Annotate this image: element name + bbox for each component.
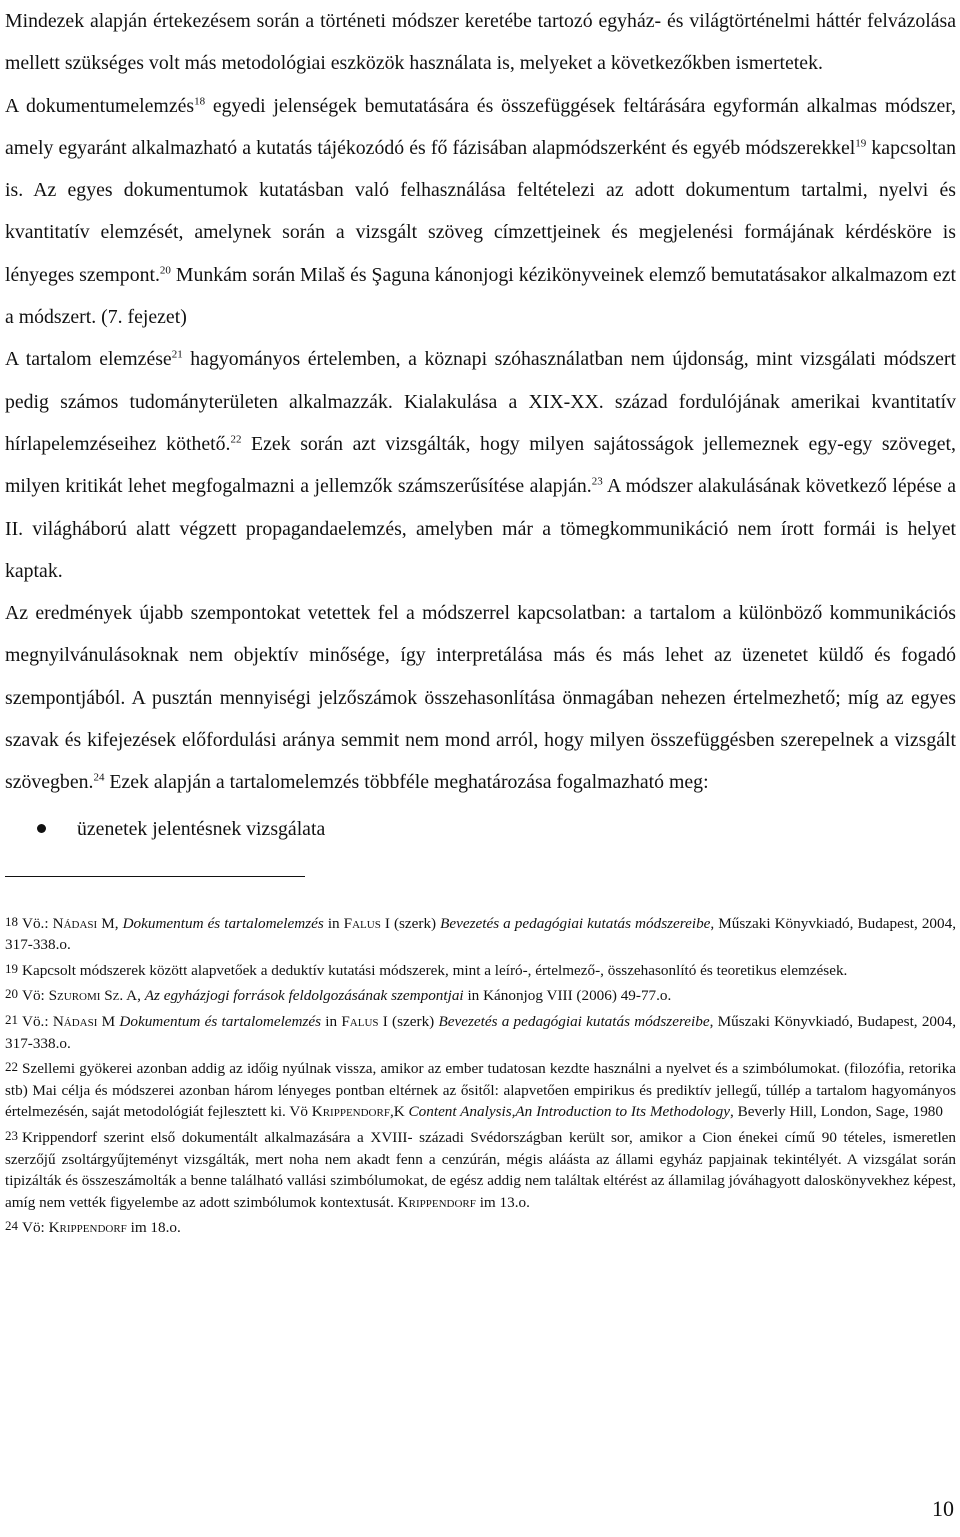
- footnote-number: 18: [5, 913, 18, 929]
- footnote-number: 22: [5, 1059, 18, 1075]
- text-run: Szellemi gyökerei azonban addig az időig nyúlnak vissza, amikor az ember tudatosan kezdte használni a nyelvet és a szimbólumokat. (filozófia, retorika stb) Mai célja és módszerei azonban három lényeges pontban eltérnek az ősitől: alapvetően empirikus és prediktív jellegű, túllép a tartalom hagyományos értelmezésén, saját metodológiát fejlesztett ki. Vö: [5, 1060, 956, 1121]
- text-run: , Műszaki Könyvkiadó, Budapest, 2004, 317-338.o.: [5, 914, 956, 954]
- footnote-number: 23: [5, 1127, 18, 1143]
- text-run: , Műszaki Könyvkiadó, Budapest, 2004, 317-338.o.: [5, 1013, 957, 1052]
- footnote-24: [5, 1215, 956, 1239]
- footnote-ref: 21: [171, 348, 183, 361]
- text-run: in: [323, 914, 344, 932]
- footnotes: [5, 911, 956, 1239]
- text-run: M: [97, 1013, 120, 1031]
- footnote-ref: 24: [93, 771, 105, 784]
- text-run: im 18.o.: [126, 1219, 181, 1237]
- footnote-ref: 23: [591, 475, 603, 488]
- text-run: ,K: [389, 1103, 409, 1121]
- footnote-number: 20: [5, 986, 18, 1002]
- text-run: M,: [97, 914, 123, 932]
- footnote-number: 21: [5, 1012, 18, 1028]
- work-title: Az egyházjogi források feldolgozásának szempontjai: [144, 987, 464, 1005]
- text-run: in Kánonjog VIII (2006) 49-77.o.: [463, 987, 672, 1005]
- author-name: Krippendorf: [397, 1193, 476, 1211]
- bullet-dot-icon: [37, 824, 46, 833]
- footnote-23: [5, 1125, 956, 1213]
- text-run: hagyományos értelemben, a köznapi szóhasználatban nem újdonság, mint vizsgálati módszert pedig számos tudományterületen alkalmazzák. Kialakulása a XIX-XX. század fordulójának amerikai kvantitatív hírlapelemzéseihez köthető.: [5, 348, 956, 455]
- text-run: Ezek során azt vizsgálták, hogy milyen sajátosságok jellemeznek egy-egy szöveget, milyen kritikát lehet megfogalmazni a jellemzők számszerűsítése alapján.: [5, 432, 956, 498]
- bullet-item: [5, 808, 956, 850]
- text-run: Vö.:: [22, 914, 53, 932]
- text-run: im 13.o.: [475, 1193, 530, 1211]
- footnote-separator: [5, 876, 305, 877]
- text-run: A módszer alakulásának következő lépése a II. világháború alatt végzett propagandaelemzés, amelyben már a tömegkommunikáció nem írott formái is helyet kaptak.: [5, 475, 956, 582]
- bullet-list: [5, 808, 956, 850]
- text-run: Kapcsolt módszerek között alapvetőek a deduktív kutatási módszerek, mint a leíró-, értelmező-, összehasonlító és teoretikus elemzések.: [22, 961, 848, 979]
- footnote-18: [5, 911, 956, 956]
- footnote-number: 24: [5, 1218, 18, 1234]
- author-name: Nádasi: [52, 1013, 98, 1031]
- text-run: I (szerk): [378, 1013, 439, 1031]
- author-name: Falus: [343, 914, 381, 932]
- text-run: in: [321, 1013, 342, 1031]
- text-run: , Beverly Hill, London, Sage, 1980: [729, 1103, 943, 1121]
- page-number: 10: [932, 1496, 954, 1521]
- text-run: egyedi jelenségek bemutatására és összefüggések feltárására egyformán alkalmas módszer, amely egyaránt alkalmazható a kutatás tájékozódó és fő fázisában alapmódszerként és egyéb módszerekkel: [5, 94, 956, 159]
- text-run: Munkám során Milaš és Şaguna kánonjogi kézikönyveinek elemző bemutatásakor alkalmazom ezt a módszert. (7. fejezet): [5, 263, 956, 329]
- author-name: Krippendorf: [311, 1103, 390, 1121]
- text-run: Vö:: [22, 987, 49, 1005]
- footnote-22: [5, 1056, 956, 1123]
- bullet-text: üzenetek jelentésnek vizsgálata: [77, 817, 326, 840]
- text-run: Krippendorf szerint első dokumentált alkalmazására a XVIII- századi Svédországban került sor, amikor a Cion énekei című 90 tételes, ismeretlen szerzőjű zsoltárgyűjteményt vizsgálták, mert noha nem akadt fenn a cenzúrán, mégis aláásta az állami egyház papjainak tekintélyét. A vizsgálat során tipizálták és összeszámolták a benne található vallási szimbólumokat, de egész addig nem találtak eltérést az államilag jóváhagyott daloskönyvekhez képest, amíg nem vették figyelembe az adott szimbólumok kontextusát.: [5, 1128, 956, 1211]
- footnote-ref: 22: [230, 433, 242, 446]
- footnote-number: 19: [5, 960, 18, 976]
- footnote-21: [5, 1009, 956, 1054]
- text-run: Ezek alapján a tartalomelemzés többféle meghatározása fogalmazható meg:: [104, 771, 709, 794]
- author-name: Falus: [341, 1013, 379, 1031]
- paragraph: [5, 85, 956, 339]
- work-title: Bevezetés a pedagógiai kutatás módszereibe: [440, 914, 711, 932]
- text-run: Vö:: [22, 1219, 49, 1237]
- text-run: . A,: [119, 987, 145, 1005]
- footnote-19: [5, 958, 956, 982]
- author-name: Szuromi Sz: [48, 987, 120, 1005]
- document-page: [5, 0, 956, 1241]
- footnote-ref: 18: [194, 95, 206, 107]
- text-run: I (szerk): [380, 914, 441, 932]
- work-title: Content Analysis,An Introduction to Its Methodology: [408, 1103, 730, 1121]
- paragraph: [5, 338, 956, 592]
- text-run: Az eredmények újabb szempontokat vetettek fel a módszerrel kapcsolatban: a tartalom a különböző kommunikációs megnyilvánulásoknak nem objektív minősége, így interpretálása más és más lehet az üzenetet küldő és fogadó szempontjából. A pusztán mennyiségi jelzőszámok összehasonlítása önmagában nehezen értelmezhető; míg az egyes szavak és kifejezések előfordulási aránya semmit nem mond arról, hogy milyen összefüggésben szerepelnek a vizsgált szövegben.: [5, 602, 956, 794]
- paragraph: Mindezek alapján értekezésem során a történeti módszer keretébe tartozó egyház- és világtörténelmi háttér felvázolása mellett szükséges volt más metodológiai eszközök használata is, melyeket a következőkben ismertetek.: [5, 10, 956, 75]
- text-run: kapcsoltan is. Az egyes dokumentumok kutatásban való felhasználása feltételezi az adott dokumentum tartalmi, nyelvi és kvantitatív elemzését, amelynek során a vizsgált szöveg címzettjeinek és megjelenési formájának kérdésköre is lényeges szempont.: [5, 136, 956, 286]
- footnote-ref: 19: [855, 137, 867, 150]
- footnote-20: [5, 983, 956, 1007]
- author-name: Krippendorf: [48, 1219, 127, 1237]
- work-title: Dokumentum és tartalomelemzés: [122, 914, 324, 932]
- text-run: A dokumentumelemzés: [5, 94, 195, 117]
- body-text: [5, 0, 956, 804]
- paragraph: [5, 592, 956, 803]
- work-title: Dokumentum és tartalomelemzés: [119, 1013, 322, 1031]
- text-run: Vö.:: [22, 1013, 53, 1031]
- text-run: A tartalom elemzése: [5, 348, 172, 371]
- author-name: Nádasi: [52, 914, 98, 932]
- footnote-ref: 20: [159, 264, 171, 277]
- work-title: Bevezetés a pedagógiai kutatás módszereibe: [438, 1013, 710, 1031]
